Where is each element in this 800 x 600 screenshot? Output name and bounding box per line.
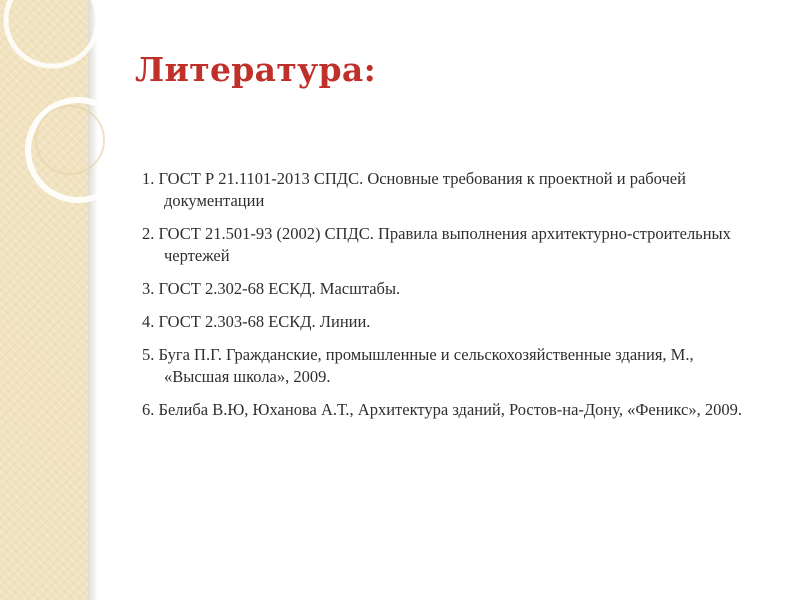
- reference-item: 6. Белиба В.Ю, Юханова А.Т., Архитектура зданий, Ростов-на-Дону, «Феникс», 2009.: [142, 400, 742, 419]
- slide-title: Литература:: [135, 50, 377, 89]
- decorative-rings-icon: [0, 0, 140, 240]
- reference-item: 5. Буга П.Г. Гражданские, промышленные и сельскохозяйственные здания, М., «Высшая школа», 2009.: [142, 345, 694, 386]
- reference-item: 4. ГОСТ 2.303-68 ЕСКД. Линии.: [142, 312, 371, 331]
- reference-list: [142, 168, 762, 432]
- reference-item: 3. ГОСТ 2.302-68 ЕСКД. Масштабы.: [142, 279, 401, 298]
- reference-item: 1. ГОСТ Р 21.1101-2013 СПДС. Основные требования к проектной и рабочей документации: [142, 169, 686, 210]
- reference-item: 2. ГОСТ 21.501-93 (2002) СПДС. Правила выполнения архитектурно-строительных чертежей: [142, 224, 731, 265]
